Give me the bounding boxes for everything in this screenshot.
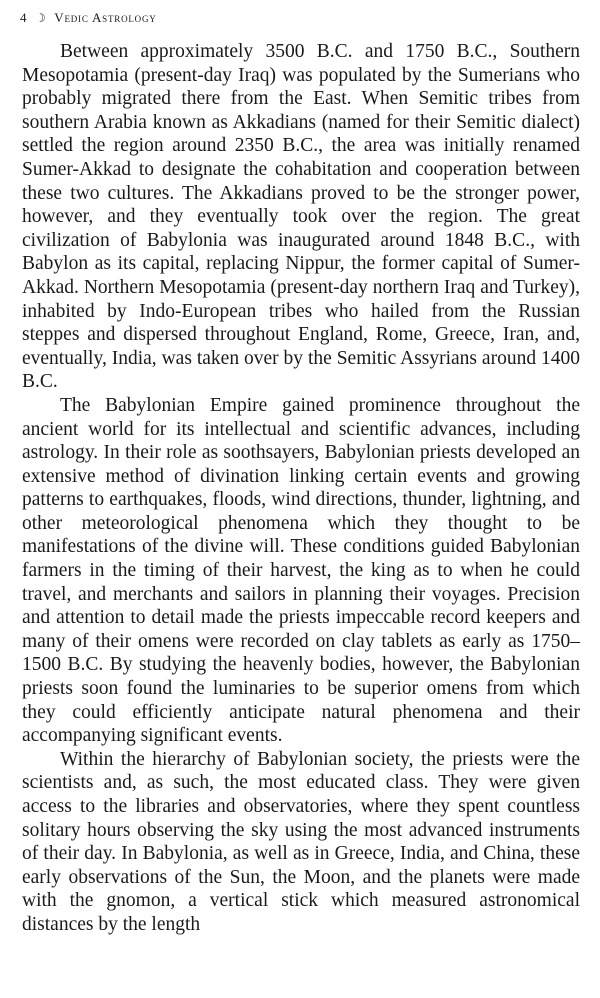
body-text xyxy=(22,40,580,937)
running-head xyxy=(20,10,157,26)
paragraph-2: The Babylonian Empire gained prominence throughout the ancient world for its intellectual and scientific advances, including astrology. In their role as soothsayers, Babylonian priests developed an extensive method of divination linking certain events and growing patterns to earthquakes, floods, wind directions, thunder, lightning, and other meteorological phenomena which they thought to be manifestations of the divine will. These conditions guided Babylonian farmers in the timing of their harvest, the king as to when he could travel, and merchants and sailors in planning their voyages. Precision and attention to detail made the priests impeccable record keepers and many of their omens were recorded on clay tablets as early as 1750–1500 B.C. By studying the heavenly bodies, however, the Babylonian priests soon found the luminaries to be superior omens from which they could efficiently anticipate natural phenomena and their accompanying significant events. xyxy=(22,394,580,747)
running-title: Vedic Astrology xyxy=(54,10,157,25)
page-number: 4 xyxy=(20,10,27,25)
moon-icon: ☽ xyxy=(35,10,47,25)
paragraph-3: Within the hierarchy of Babylonian society, the priests were the scientists and, as such, the most educated class. They were given access to the libraries and observatories, where they spent countless solitary hours observing the sky using the most advanced instruments of their day. In Babylonia, as well as in Greece, India, and China, these early observations of the Sun, the Moon, and the planets were made with the gnomon, a vertical stick which measured astronomical distances by the length xyxy=(22,748,580,935)
paragraph-1: Between approximately 3500 B.C. and 1750 B.C., Southern Mesopotamia (present-day Iraq) was populated by the Sumerians who probably migrated there from the East. When Semitic tribes from southern Arabia known as Akkadians (named for their Semitic dialect) settled the region around 2350 B.C., the area was initially renamed Sumer-Akkad to designate the cohabitation and cooperation between these two cultures. The Akkadians proved to be the stronger power, however, and they eventually took over the region. The great civilization of Babylonia was inaugurated around 1848 B.C., with Babylon as its capital, replacing Nippur, the former capital of Sumer-Akkad. Northern Mesopotamia (present-day northern Iraq and Turkey), inhabited by Indo-European tribes who hailed from the Russian steppes and dispersed throughout England, Rome, Greece, Iran, and, eventually, India, was taken over by the Semitic Assyrians around 1400 B.C. xyxy=(22,41,580,393)
